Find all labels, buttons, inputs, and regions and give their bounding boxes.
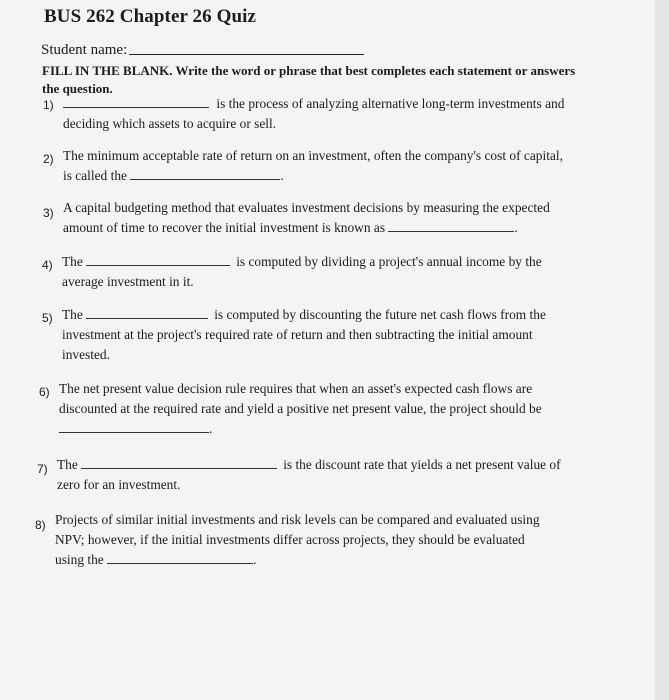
- page-edge: [655, 0, 669, 700]
- question-number: 5): [42, 311, 53, 325]
- question-text: is computed by discounting the future net cash flows from the: [214, 307, 546, 322]
- question-text: zero for an investment.: [57, 477, 181, 492]
- answer-blank: [130, 167, 280, 180]
- instructions: FILL IN THE BLANK. Write the word or phrase that best completes each statement or answers the question.: [42, 63, 576, 96]
- question-text: using the: [55, 552, 104, 567]
- question-number: 7): [37, 462, 48, 476]
- question-8: [55, 510, 645, 570]
- question-4: [62, 252, 622, 292]
- question-text: The minimum acceptable rate of return on an investment, often the company's cost of capital,: [63, 148, 563, 163]
- question-text: average investment in it.: [62, 274, 194, 289]
- question-number: 8): [35, 518, 46, 532]
- answer-blank: [81, 456, 277, 469]
- question-3: [63, 198, 633, 238]
- question-text: NPV; however, if the initial investments differ across projects, they should be evaluated: [55, 532, 525, 547]
- question-number: 1): [43, 98, 54, 112]
- question-text: .: [253, 552, 257, 567]
- answer-blank: [107, 551, 253, 564]
- question-1: [63, 94, 623, 134]
- question-6: [59, 379, 639, 439]
- question-text: is the discount rate that yields a net present value of: [283, 457, 561, 472]
- question-text: The: [62, 254, 83, 269]
- question-text: investment at the project's required rate of return and then subtracting the initial amount: [62, 327, 533, 342]
- question-text: .: [209, 421, 213, 436]
- answer-blank: [59, 420, 209, 433]
- question-text: amount of time to recover the initial investment is known as: [63, 220, 386, 235]
- question-text: .: [514, 220, 518, 235]
- question-text: is computed by dividing a project's annual income by the: [236, 254, 542, 269]
- page-title: BUS 262 Chapter 26 Quiz: [44, 6, 257, 27]
- question-number: 2): [43, 152, 54, 166]
- question-text: The net present value decision rule requires that when an asset's expected cash flows are: [59, 381, 533, 396]
- student-name-field: [41, 42, 364, 59]
- question-text: discounted at the required rate and yield a positive net present value, the project should be: [59, 401, 542, 416]
- answer-blank: [388, 219, 514, 232]
- answer-blank: [63, 95, 209, 108]
- question-text: invested.: [62, 347, 110, 362]
- question-2: [63, 146, 633, 186]
- question-text: A capital budgeting method that evaluates investment decisions by measuring the expected: [63, 200, 550, 215]
- question-text: .: [280, 168, 284, 183]
- question-5: [62, 305, 632, 365]
- question-7: [57, 455, 637, 495]
- question-text: The: [57, 457, 78, 472]
- question-text: is called the: [63, 168, 127, 183]
- answer-blank: [86, 306, 208, 319]
- question-text: The: [62, 307, 83, 322]
- question-text: deciding which assets to acquire or sell.: [63, 116, 277, 131]
- question-number: 4): [42, 258, 53, 272]
- answer-blank: [86, 253, 230, 266]
- student-name-label: Student name:: [41, 42, 128, 58]
- question-number: 3): [43, 206, 54, 220]
- student-name-line: [129, 54, 364, 55]
- question-number: 6): [39, 385, 50, 399]
- question-text: Projects of similar initial investments and risk levels can be compared and evaluated using: [55, 512, 540, 527]
- question-text: is the process of analyzing alternative long-term investments and: [216, 96, 565, 111]
